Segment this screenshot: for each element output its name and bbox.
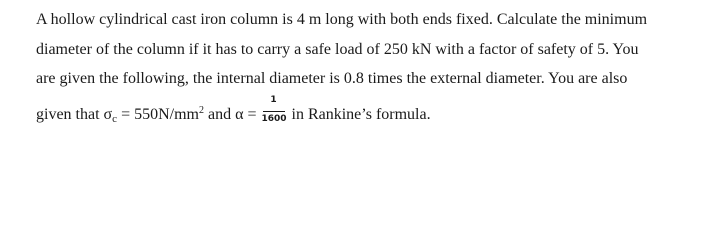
rankine-constant-fraction — [261, 95, 287, 125]
stress-value: = 550N/mm — [117, 106, 199, 123]
unit-exponent: 2 — [198, 105, 204, 116]
line4-prefix: given that σ — [36, 106, 113, 123]
fraction-bar — [263, 111, 285, 112]
problem-line-3: are given the following, the internal diameter is 0.8 times the external diameter. You are also — [36, 70, 628, 87]
problem-line-1: A hollow cylindrical cast iron column is 4 m long with both ends fixed. Calculate the minimum — [36, 11, 648, 28]
fraction-denominator: 1600 — [261, 114, 287, 124]
sigma-subscript: c — [112, 113, 118, 125]
line4-suffix: in Rankine’s formula. — [287, 106, 431, 123]
alpha-label: and α = — [203, 106, 261, 123]
problem-line-2: diameter of the column if it has to carry a safe load of 250 kN with a factor of safety of 5. You — [36, 41, 639, 58]
problem-line-4 — [36, 95, 431, 125]
fraction-numerator: 1 — [270, 95, 277, 105]
